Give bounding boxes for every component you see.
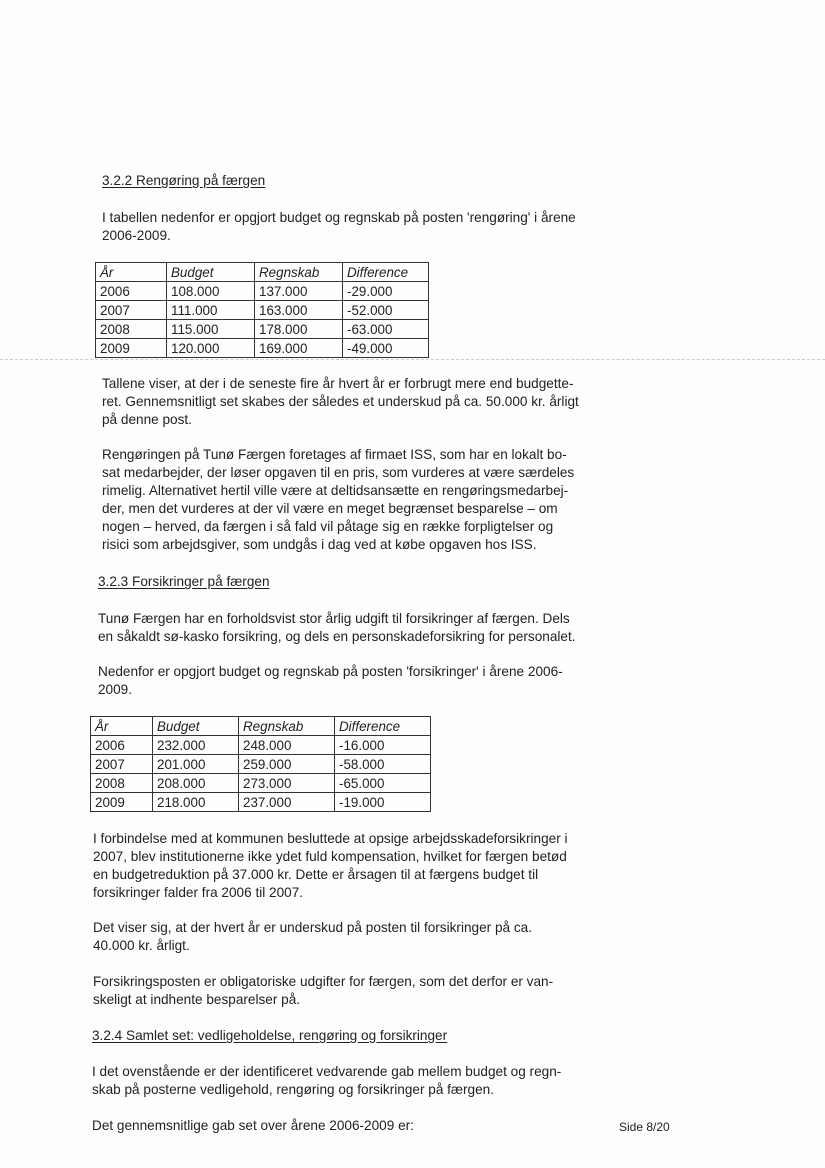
text-line: risici som arbejdsgiver, som undgås i dag ved at købe opgaven hos ISS. [102, 537, 537, 552]
table-cell: -65.000 [335, 774, 431, 793]
table-row [91, 755, 431, 774]
text-line: skeligt at indhente besparelser på. [93, 992, 301, 1007]
table-cell: -63.000 [343, 320, 429, 339]
section-323-paragraph-5 [93, 973, 593, 1009]
section-323-paragraph-2 [98, 663, 598, 699]
text-line: nogen – herved, da færgen i så fald vil påtage sig en række forpligtelser og [102, 519, 554, 534]
section-322-intro [102, 209, 602, 245]
text-line: rimelig. Alternativet hertil ville være at deltidsansætte en rengøringsmedarbej- [102, 483, 569, 498]
section-heading-322: 3.2.2 Rengøring på færgen [102, 173, 266, 188]
text-line: der, men det vurderes at der vil være en meget begrænset besparelse – om [102, 501, 558, 516]
table-row [91, 736, 431, 755]
col-header: År [96, 263, 167, 282]
table-cell: 2006 [96, 282, 167, 301]
table-row [96, 301, 429, 320]
table-row [91, 793, 431, 812]
table-row [91, 774, 431, 793]
table-cell: 2008 [96, 320, 167, 339]
text-line: Tunø Færgen har en forholdsvist stor årlig udgift til forsikringer af færgen. Dels [98, 611, 570, 626]
text-line: Det viser sig, at der hvert år er underskud på posten til forsikringer på ca. [93, 920, 532, 935]
table-cell: 137.000 [255, 282, 343, 301]
col-header: Difference [343, 263, 429, 282]
table-cell: -16.000 [335, 736, 431, 755]
text-line: sat medarbejder, der løser opgaven til en pris, som vurderes at være særdeles [102, 465, 575, 480]
col-header: Regnskab [255, 263, 343, 282]
text-line: Forsikringsposten er obligatoriske udgifter for færgen, som det derfor er van- [93, 974, 554, 989]
col-header: År [91, 717, 153, 736]
table-row [96, 282, 429, 301]
table-header-row [91, 717, 431, 736]
text-line: Nedenfor er opgjort budget og regnskab på posten 'forsikringer' i årene 2006- [98, 664, 563, 679]
text-line: 2007, blev institutionerne ikke ydet fuld kompensation, hvilket for færgen betød [93, 849, 567, 864]
scan-artifact-line [0, 359, 825, 361]
table-cell: 218.000 [153, 793, 239, 812]
intro-line: 2006-2009. [102, 228, 171, 243]
section-heading-324: 3.2.4 Samlet set: vedligeholdelse, rengøring og forsikringer [92, 1028, 448, 1043]
text-line: forsikringer falder fra 2006 til 2007. [93, 885, 304, 900]
table-cell: 273.000 [239, 774, 335, 793]
table-cell: 248.000 [239, 736, 335, 755]
table-cell: 208.000 [153, 774, 239, 793]
table-cell: 120.000 [167, 339, 255, 358]
section-322-paragraph-1 [102, 375, 602, 429]
table-cell: 259.000 [239, 755, 335, 774]
table-cell: 115.000 [167, 320, 255, 339]
col-header: Budget [153, 717, 239, 736]
section-heading-323: 3.2.3 Forsikringer på færgen [98, 574, 270, 589]
col-header: Budget [167, 263, 255, 282]
text-line: skab på posterne vedligehold, rengøring og forsikringer på færgen. [92, 1082, 495, 1097]
text-line: 40.000 kr. årligt. [93, 938, 190, 953]
section-324-paragraph-1 [92, 1063, 592, 1099]
section-323-paragraph-4 [93, 919, 593, 955]
table-cell: -19.000 [335, 793, 431, 812]
text-line: Tallene viser, at der i de seneste fire år hvert år er forbrugt mere end budgette- [102, 376, 574, 391]
cleaning-budget-table [95, 262, 429, 358]
table-row [96, 339, 429, 358]
table-cell: 2009 [96, 339, 167, 358]
col-header: Regnskab [239, 717, 335, 736]
table-cell: -29.000 [343, 282, 429, 301]
section-324-paragraph-2: Det gennemsnitlige gab set over årene 2006-2009 er: [92, 1118, 414, 1133]
table-cell: 2007 [91, 755, 153, 774]
table-cell: -58.000 [335, 755, 431, 774]
text-line: en såkaldt sø-kasko forsikring, og dels en personskadeforsikring for personalet. [98, 629, 576, 644]
insurance-budget-table [90, 716, 431, 812]
table-cell: 2009 [91, 793, 153, 812]
text-line: en budgetreduktion på 37.000 kr. Dette er årsagen til at færgens budget til [93, 867, 539, 882]
text-line: Rengøringen på Tunø Færgen foretages af firmaet ISS, som har en lokalt bo- [102, 447, 567, 462]
table-cell: 2006 [91, 736, 153, 755]
col-header: Difference [335, 717, 431, 736]
text-line: I det ovenstående er der identificeret vedvarende gab mellem budget og regn- [92, 1064, 562, 1079]
text-line: ret. Gennemsnitligt set skabes der således et underskud på ca. 50.000 kr. årligt [102, 394, 579, 409]
table-cell: 232.000 [153, 736, 239, 755]
section-323-paragraph-1 [98, 610, 598, 646]
text-line: 2009. [98, 682, 133, 697]
table-row [96, 320, 429, 339]
table-cell: 169.000 [255, 339, 343, 358]
text-line: I forbindelse med at kommunen besluttede at opsige arbejdsskadeforsikringer i [93, 831, 568, 846]
table-cell: 2007 [96, 301, 167, 320]
section-323-paragraph-3 [93, 830, 593, 902]
table-header-row [96, 263, 429, 282]
section-322-paragraph-2 [102, 446, 602, 554]
table-cell: 237.000 [239, 793, 335, 812]
table-cell: -49.000 [343, 339, 429, 358]
table-cell: 111.000 [167, 301, 255, 320]
intro-line: I tabellen nedenfor er opgjort budget og regnskab på posten 'rengøring' i årene [102, 210, 576, 225]
table-cell: 163.000 [255, 301, 343, 320]
table-cell: 2008 [91, 774, 153, 793]
text-line: på denne post. [102, 412, 192, 427]
table-cell: 201.000 [153, 755, 239, 774]
page-number: Side 8/20 [619, 1120, 670, 1134]
table-cell: 108.000 [167, 282, 255, 301]
table-cell: 178.000 [255, 320, 343, 339]
table-cell: -52.000 [343, 301, 429, 320]
